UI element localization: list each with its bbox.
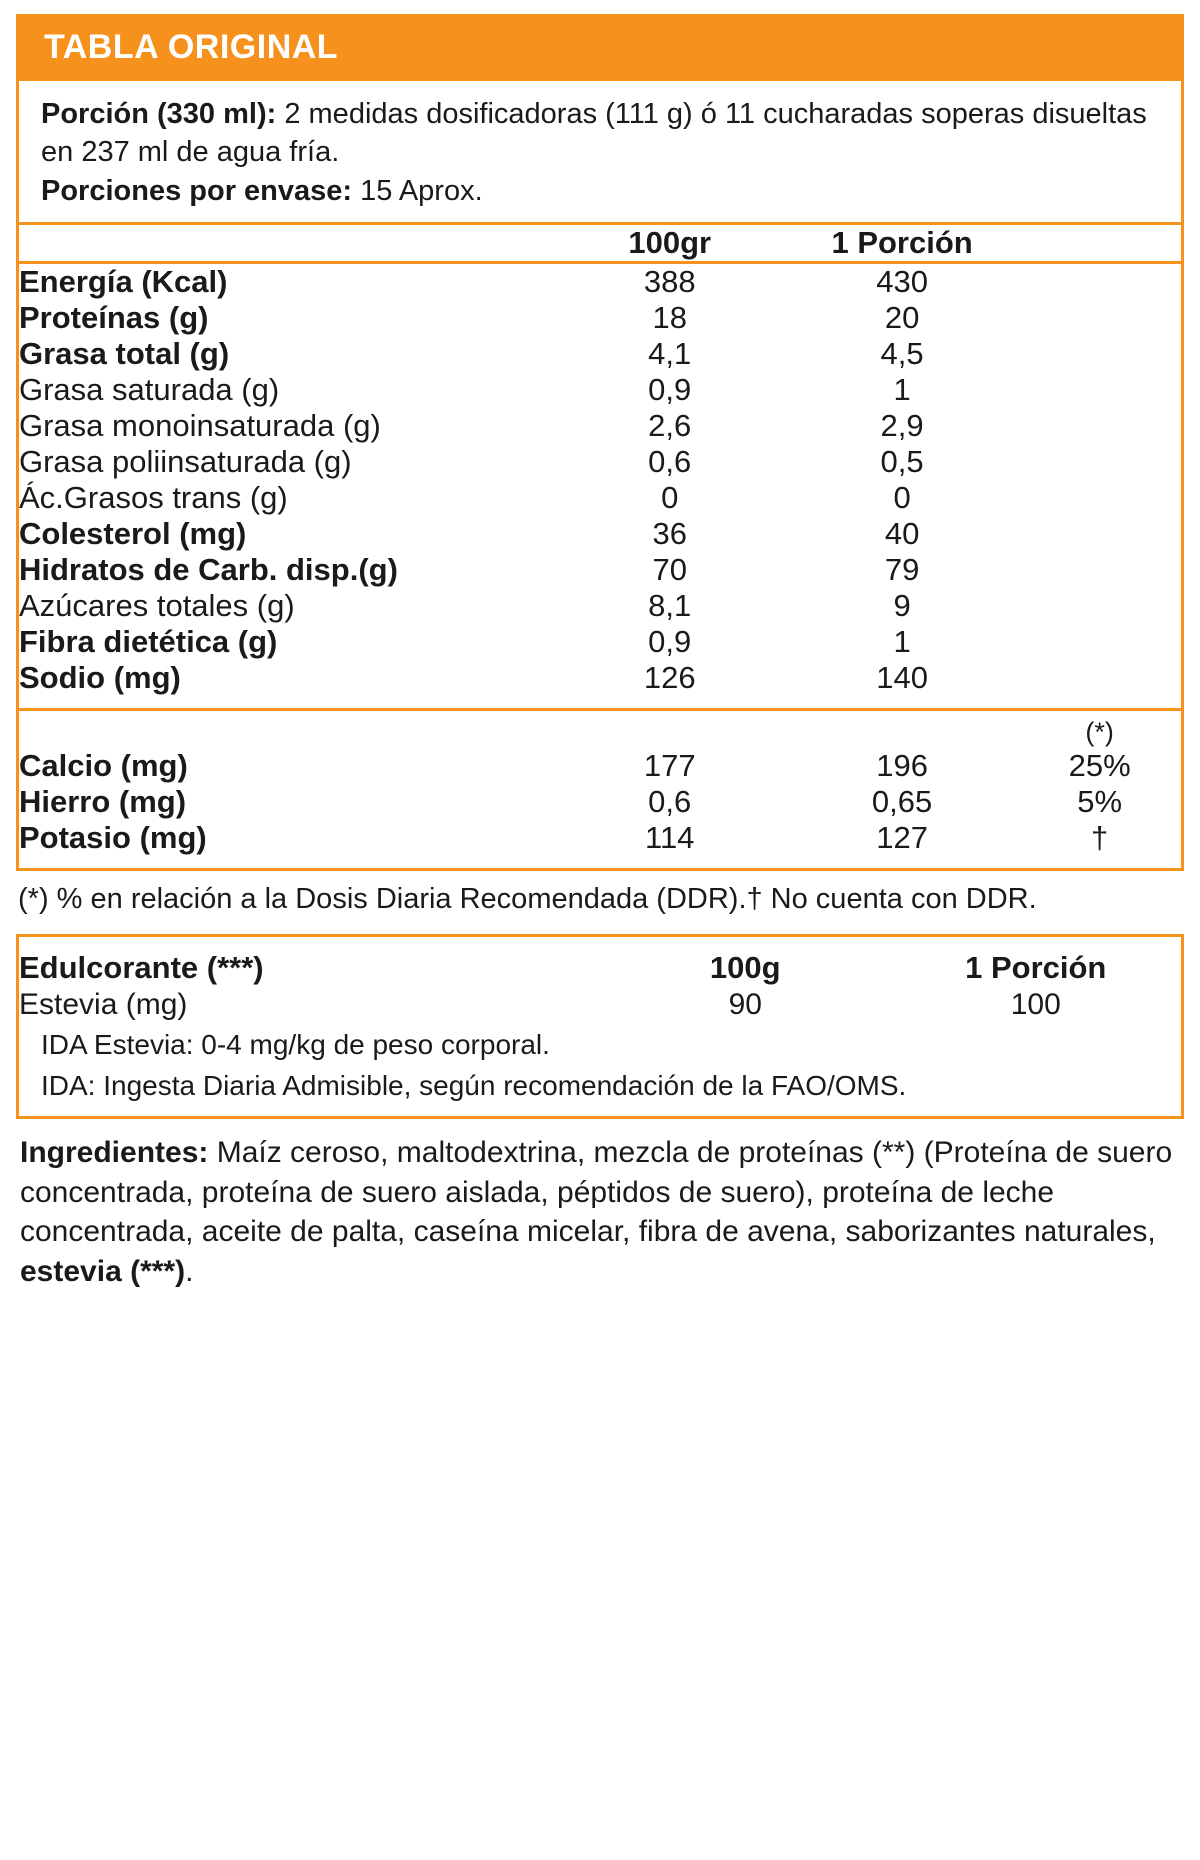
row-value-portion: 127	[876, 819, 928, 855]
row-value-portion: 2,9	[880, 407, 924, 443]
row-value-ddr	[1018, 660, 1181, 710]
table-row	[19, 588, 1181, 624]
row-value-ddr	[1018, 408, 1181, 444]
table-row	[19, 372, 1181, 408]
row-label: Fibra dietética (g)	[19, 623, 278, 659]
row-value-ddr: †	[1091, 819, 1109, 855]
table-row	[19, 820, 1181, 868]
row-value-100g: 8,1	[648, 587, 692, 623]
row-value-100g: 18	[652, 299, 687, 335]
row-value-ddr	[1018, 262, 1181, 300]
row-label: Energía (Kcal)	[19, 263, 228, 299]
table-row	[19, 660, 1181, 710]
table-row	[19, 784, 1181, 820]
row-value-portion: 0,65	[871, 783, 933, 819]
table-row	[19, 624, 1181, 660]
row-label: Proteínas (g)	[19, 299, 209, 335]
sweetener-header-label: Edulcorante (***)	[19, 950, 264, 986]
table-row	[19, 480, 1181, 516]
row-value-ddr	[1018, 516, 1181, 552]
row-value-portion: 1	[893, 623, 911, 659]
nutrition-table	[19, 225, 1181, 868]
table-row	[19, 408, 1181, 444]
row-value-portion: 430	[876, 263, 928, 299]
row-value-portion: 4,5	[880, 335, 924, 371]
table-row	[19, 748, 1181, 784]
row-value-100g: 0,6	[648, 783, 692, 819]
sweetener-note-definition: IDA: Ingesta Diaria Admisible, según recomendación de la FAO/OMS.	[41, 1069, 907, 1101]
row-value-portion: 20	[884, 299, 920, 335]
page-title: TABLA ORIGINAL	[16, 14, 1184, 81]
servings-per-container-value: 15 Aprox.	[360, 174, 483, 207]
table-row	[19, 552, 1181, 588]
row-label: Hidratos de Carb. disp.(g)	[19, 551, 398, 587]
row-label: Hierro (mg)	[19, 783, 187, 819]
serving-size-label: Porción (330 ml):	[41, 98, 277, 130]
table-row	[19, 262, 1181, 300]
row-label: Grasa total (g)	[19, 335, 230, 371]
servings-per-container-label: Porciones por envase:	[41, 174, 353, 207]
row-value-portion: 79	[884, 551, 920, 587]
sweetener-row	[19, 987, 1181, 1023]
row-value-ddr	[1018, 624, 1181, 660]
row-value-100g: 126	[643, 659, 696, 695]
row-value-100g: 4,1	[648, 335, 692, 371]
row-value-ddr	[1018, 588, 1181, 624]
row-value-100g: 70	[652, 551, 687, 587]
ingredients-label: Ingredientes:	[20, 1136, 209, 1170]
table-row	[19, 444, 1181, 480]
row-label: Colesterol (mg)	[19, 515, 247, 551]
table-header-row	[19, 225, 1181, 261]
sweetener-note-ida: IDA Estevia: 0-4 mg/kg de peso corporal.	[41, 1029, 550, 1061]
row-value-portion: 9	[893, 587, 911, 623]
row-value-100g: 0	[661, 479, 679, 515]
row-value-portion: 0,5	[880, 443, 924, 479]
table-row	[19, 300, 1181, 336]
sweetener-table	[19, 949, 1181, 1023]
ddr-marker-row	[19, 717, 1181, 748]
ingredients-highlight: estevia (***)	[20, 1255, 186, 1289]
sweetener-header-portion: 1 Porción	[965, 950, 1107, 986]
row-value-portion: 0	[893, 479, 911, 515]
row-value-ddr	[1018, 444, 1181, 480]
ingredients-text-end: .	[185, 1255, 194, 1289]
row-value-100g: 177	[643, 747, 696, 783]
row-label: Calcio (mg)	[19, 747, 188, 783]
row-label: Potasio (mg)	[19, 819, 207, 855]
row-label: Grasa poliinsaturada (g)	[19, 443, 352, 479]
serving-size-line	[41, 95, 1159, 172]
sweetener-panel	[16, 934, 1184, 1119]
row-value-ddr	[1018, 480, 1181, 516]
sweetener-row-portion: 100	[1010, 988, 1061, 1022]
row-value-portion: 196	[876, 747, 928, 783]
row-value-ddr	[1018, 300, 1181, 336]
header-ddr	[1018, 225, 1181, 261]
ddr-asterisk: (*)	[1085, 716, 1114, 747]
row-value-100g: 36	[652, 515, 687, 551]
row-value-100g: 0,9	[648, 623, 692, 659]
row-label: Sodio (mg)	[19, 659, 181, 695]
table-row	[19, 336, 1181, 372]
sweetener-header-row	[19, 949, 1181, 987]
sweetener-row-label: Estevia (mg)	[19, 988, 188, 1022]
ingredients-text: Maíz ceroso, maltodextrina, mezcla de proteínas (**) (Proteína de suero concentrada, proteína de suero aislada, péptidos de suero), proteína de leche concentrada, aceite de palta, caseína micelar, fibra de avena, saborizantes naturales,	[20, 1136, 1173, 1249]
row-value-100g: 388	[643, 263, 696, 299]
row-value-100g: 0,6	[648, 443, 692, 479]
row-label: Grasa monoinsaturada (g)	[19, 407, 381, 443]
header-nutrient	[19, 225, 554, 261]
sweetener-row-100g: 90	[728, 988, 762, 1022]
table-row	[19, 516, 1181, 552]
row-label: Ác.Grasos trans (g)	[19, 479, 288, 515]
serving-information	[19, 81, 1181, 225]
row-value-ddr	[1018, 372, 1181, 408]
ddr-footnote: (*) % en relación a la Dosis Diaria Recomendada (DDR).† No cuenta con DDR.	[18, 882, 1037, 915]
header-per-100g: 100gr	[628, 224, 712, 260]
sweetener-header-100g: 100g	[709, 950, 781, 986]
row-value-ddr	[1018, 552, 1181, 588]
row-value-100g: 2,6	[648, 407, 692, 443]
ingredients-section	[16, 1119, 1184, 1297]
row-value-portion: 40	[884, 515, 920, 551]
row-value-portion: 140	[876, 659, 928, 695]
row-label: Grasa saturada (g)	[19, 371, 280, 407]
row-value-ddr	[1018, 336, 1181, 372]
header-per-portion: 1 Porción	[831, 224, 973, 260]
nutrition-facts-panel	[16, 81, 1184, 871]
row-value-ddr: 5%	[1077, 783, 1123, 819]
row-value-portion: 1	[893, 371, 911, 407]
row-value-100g: 114	[645, 819, 695, 855]
servings-per-container-line	[41, 172, 1159, 210]
serving-size-value: 2 medidas dosificadoras (111 g) ó 11 cucharadas soperas disueltas en 237 ml de agua fría.	[41, 98, 1147, 169]
minerals-divider	[19, 709, 1181, 717]
row-label: Azúcares totales (g)	[19, 587, 295, 623]
row-value-100g: 0,9	[648, 371, 692, 407]
row-value-ddr: 25%	[1068, 747, 1131, 783]
